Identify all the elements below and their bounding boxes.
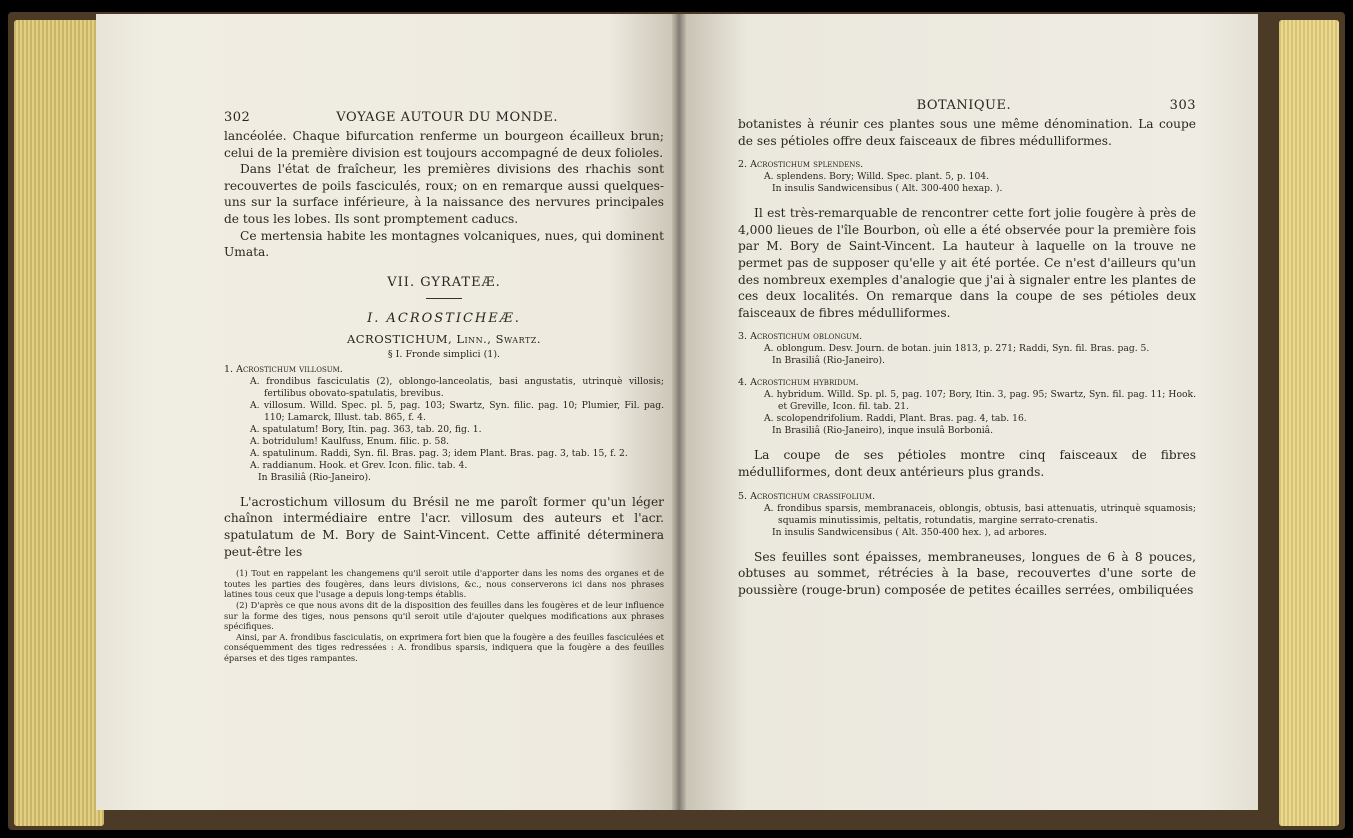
species-heading: 1. Acrostichum villosum.: [224, 363, 343, 375]
paragraph: Ses feuilles sont épaisses, membraneuses, longues de 6 à 8 pouces, obtuses au sommet, rétrécies à la base, recouvertes d'une sorte de poussière (rouge-brun) composée de petites écailles serrées, ombiliquées: [738, 549, 1196, 597]
footnote: (2) D'après ce que nous avons dit de la disposition des feuilles dans les fougères et de leur influence sur la forme des tiges, nous pensons qu'il seroit utile d'ajouter quelques modifications aux phrases spécifiques.: [224, 599, 664, 632]
synonym-line: A. villosum. Willd. Spec. pl. 5, pag. 103; Swartz, Syn. filic. pag. 10; Plumier, Fil. pag. 110; Lamarck, Illust. tab. 865, f. 4.: [250, 399, 664, 423]
species-entry: [738, 159, 1196, 195]
synonym-line: A. botridulum! Kaulfuss, Enum. filic. p. 58.: [250, 435, 450, 447]
left-page-content: [224, 110, 664, 663]
page-edges-right: [1279, 20, 1339, 826]
species-entry: [738, 377, 1196, 437]
species-heading: 4. Acrostichum hybridum.: [738, 377, 859, 389]
book-gutter: [672, 14, 686, 810]
left-page: [96, 14, 678, 810]
page-number: 303: [1169, 98, 1196, 113]
species-diagnosis: A. frondibus fasciculatis (2), oblongo-lanceolatis, basi angustatis, utrinquè villosis; fertilibus obovato-spatulatis, brevibus.: [250, 375, 664, 399]
section-title: VII. GYRATEÆ.: [387, 274, 501, 290]
page-number: 302: [224, 110, 251, 125]
paragraph: botanistes à réunir ces plantes sous une même dénomination. La coupe de ses pétioles offre deux faisceaux de fibres médulliformes.: [738, 117, 1196, 148]
species-entry: [738, 491, 1196, 539]
synonym-line: A. raddianum. Hook. et Grev. Icon. filic. tab. 4.: [250, 459, 468, 471]
synonym-line: A. oblongum. Desv. Journ. de botan. juin 1813, p. 271; Raddi, Syn. fil. Bras. pag. 5.: [764, 343, 1150, 355]
synonym-line: A. scolopendrifolium. Raddi, Plant. Bras. pag. 4, tab. 16.: [764, 413, 1027, 425]
running-head-title: VOYAGE AUTOUR DU MONDE.: [336, 110, 559, 125]
subsection-title: § I. Fronde simplici (1).: [387, 348, 501, 360]
habitat-line: In Brasiliâ (Rio-Janeiro).: [772, 355, 885, 367]
habitat-line: In Brasiliâ (Rio-Janeiro).: [258, 471, 371, 483]
footnote: Ainsi, par A. frondibus fasciculatis, on exprimera fort bien que la fougère a des feuilles fasciculées et conséquemment des tiges redressées : A. frondibus sparsis, indiquera que la fougère a des feuilles éparses et des tiges rampantes.: [224, 631, 664, 663]
tribe-title: I. ACROSTICHEÆ.: [367, 310, 521, 326]
synonym-line: A. spatulatum! Bory, Itin. pag. 363, tab. 20, fig. 1.: [250, 423, 482, 435]
species-entry: [738, 331, 1196, 367]
paragraph: Il est très-remarquable de rencontrer cette fort jolie fougère à près de 4,000 lieues de l'île Bourbon, où elle a été observée pour la première fois par M. Bory de Saint-Vincent. La hauteur à laquelle on la trouve ne permet pas de supposer qu'elle y ait été portée. Ce n'est d'ailleurs qu'un des nombreux exemples d'analogie que j'ai à signaler entre les plantes de ces deux localités. On remarque dans la coupe de ses pétioles deux faisceaux de fibres médulliformes.: [738, 206, 1196, 320]
habitat-line: In insulis Sandwicensibus ( Alt. 300-400 hexap. ).: [772, 183, 1003, 195]
paragraph: L'acrostichum villosum du Brésil ne me paroît former qu'un léger chaînon intermédiaire entre l'acr. villosum des auteurs et l'acr. spatulatum de M. Bory de Saint-Vincent. Cette affinité déterminera peut-être les: [224, 494, 664, 559]
running-head-left: [224, 110, 664, 125]
species-heading: 2. Acrostichum splendens.: [738, 159, 864, 171]
footnotes: [224, 568, 664, 663]
paragraph: Dans l'état de fraîcheur, les premières divisions des rhachis sont recouvertes de poils fasciculés, roux; on en remarque aussi quelques-uns sur la surface inférieure, à la naissance des nervures principales de tous les lobes. Ils sont promptement caducs.: [224, 162, 664, 226]
synonym-line: A. splendens. Bory; Willd. Spec. plant. 5, p. 104.: [764, 171, 990, 183]
paragraph: La coupe de ses pétioles montre cinq faisceaux de fibres médulliformes, dont deux antérieurs plus grands.: [738, 448, 1196, 479]
genus-title: ACROSTICHUM, Linn., Swartz.: [346, 331, 542, 346]
page-edges-left: [14, 20, 104, 826]
running-head-title: BOTANIQUE.: [916, 98, 1012, 113]
right-page-content: [738, 98, 1196, 598]
habitat-line: In insulis Sandwicensibus ( Alt. 350-400 hex. ), ad arbores.: [772, 526, 1047, 538]
species-heading: 5. Acrostichum crassifolium.: [738, 490, 876, 502]
paragraph: lancéolée. Chaque bifurcation renferme un bourgeon écailleux brun; celui de la première division est toujours accompagné de deux folioles.: [224, 129, 664, 160]
habitat-line: In Brasiliâ (Rio-Janeiro), inque insulâ Borboniâ.: [772, 425, 994, 437]
right-page: [678, 14, 1258, 810]
species-diagnosis: A. frondibus sparsis, membranaceis, oblongis, obtusis, basi attenuatis, utrinquè squamosis; squamis minutissimis, peltatis, rotundatis, margine serrato-crenatis.: [764, 502, 1196, 526]
running-head-right: [738, 98, 1196, 113]
synonym-line: A. spatulinum. Raddi, Syn. fil. Bras. pag. 3; idem Plant. Bras. pag. 3, tab. 15, f. 2.: [250, 447, 628, 459]
species-heading: 3. Acrostichum oblongum.: [738, 331, 863, 343]
paragraph: Ce mertensia habite les montagnes volcaniques, nues, qui dominent Umata.: [224, 228, 664, 260]
divider: [426, 298, 462, 299]
footnote: (1) Tout en rappelant les changemens qu'il seroit utile d'apporter dans les noms des organes et de toutes les parties des fougères, dans leurs divisions, &c., nous conserverons ici dans nos phrases latines tous ceux que l'usage a depuis long-temps établis.: [224, 568, 664, 600]
species-entry: [224, 364, 664, 484]
synonym-line: A. hybridum. Willd. Sp. pl. 5, pag. 107; Bory, Itin. 3, pag. 95; Swartz, Syn. fil. pag. 11; Hook. et Greville, Icon. fil. tab. 21.: [764, 389, 1196, 413]
